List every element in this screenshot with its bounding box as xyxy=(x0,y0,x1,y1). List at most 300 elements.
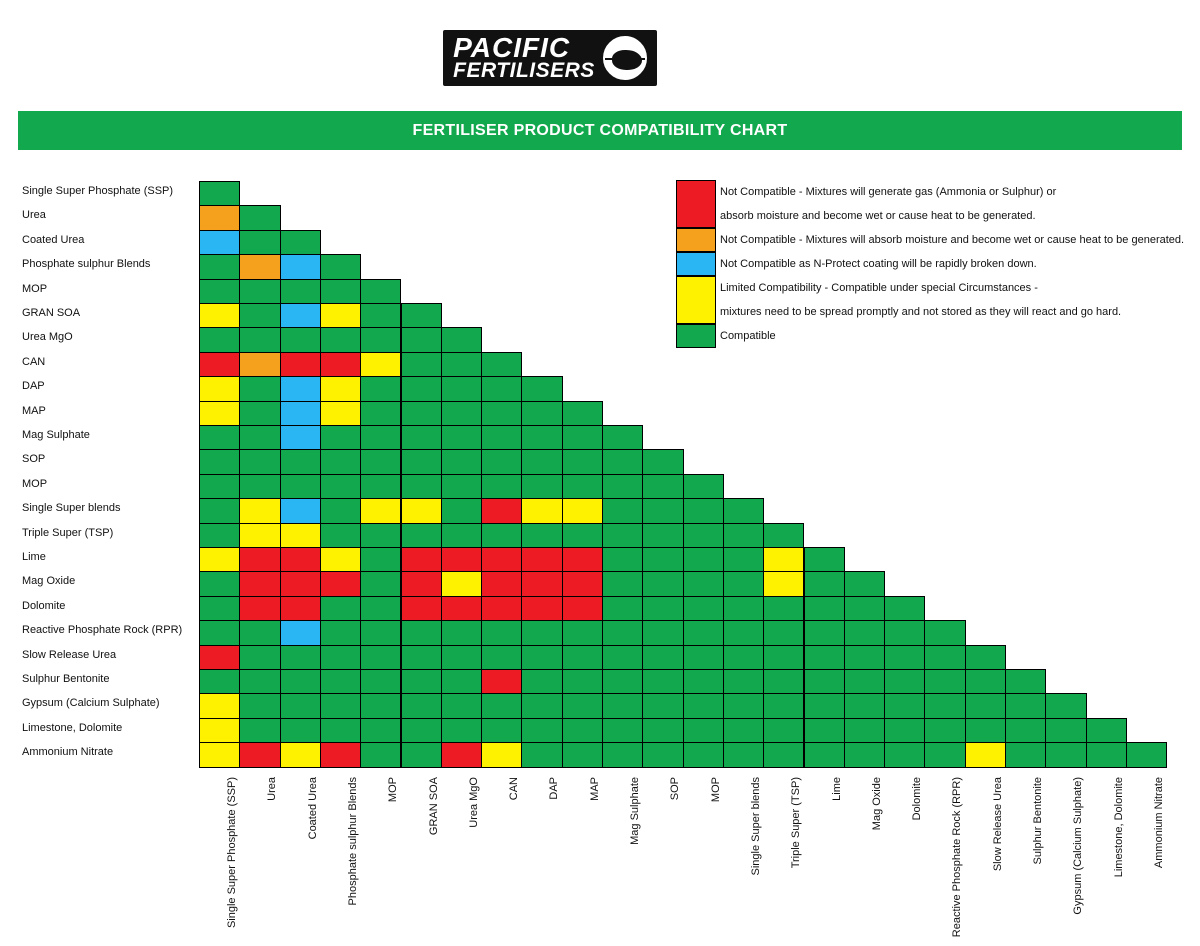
legend-label: Not Compatible - Mixtures will absorb moisture and become wet or cause heat to be generated. xyxy=(720,234,1185,246)
matrix-cell xyxy=(521,620,562,645)
matrix-cell xyxy=(804,571,845,596)
matrix-cell xyxy=(441,327,482,352)
matrix-cell xyxy=(642,718,683,743)
matrix-cell xyxy=(401,620,442,645)
logo-text xyxy=(453,31,595,82)
matrix-cell xyxy=(239,376,280,401)
matrix-cell xyxy=(401,523,442,548)
matrix-cell xyxy=(481,474,522,499)
matrix-cell xyxy=(481,718,522,743)
matrix-cell xyxy=(280,718,321,743)
matrix-cell xyxy=(602,523,643,548)
matrix-cell xyxy=(320,596,361,621)
column-label: Slow Release Urea xyxy=(991,776,1004,871)
matrix-cell xyxy=(360,279,401,304)
matrix-cell xyxy=(1045,718,1086,743)
matrix-cell xyxy=(441,669,482,694)
matrix-cell xyxy=(965,693,1006,718)
matrix-cell xyxy=(924,620,965,645)
matrix-cell xyxy=(239,254,280,279)
matrix-cell xyxy=(320,327,361,352)
matrix-cell xyxy=(602,620,643,645)
matrix-cell xyxy=(1045,693,1086,718)
matrix-cell xyxy=(199,742,240,767)
matrix-cell xyxy=(360,474,401,499)
matrix-cell xyxy=(481,498,522,523)
matrix-cell xyxy=(723,498,764,523)
legend xyxy=(676,180,1185,348)
matrix-cell xyxy=(521,547,562,572)
matrix-cell xyxy=(199,693,240,718)
matrix-cell xyxy=(602,742,643,767)
matrix-cell xyxy=(441,596,482,621)
matrix-cell xyxy=(723,742,764,767)
matrix-cell xyxy=(320,449,361,474)
matrix-cell xyxy=(239,669,280,694)
matrix-cell xyxy=(844,669,885,694)
matrix-cell xyxy=(763,571,804,596)
column-label: MAP xyxy=(588,776,601,801)
matrix-cell xyxy=(683,620,724,645)
column-label: Ammonium Nitrate xyxy=(1152,776,1165,868)
legend-label: Not Compatible - Mixtures will generate gas (Ammonia or Sulphur) or xyxy=(720,186,1057,198)
matrix-cell xyxy=(401,474,442,499)
matrix-cell xyxy=(723,669,764,694)
matrix-cell xyxy=(804,718,845,743)
row-label: Single Super blends xyxy=(22,502,121,515)
logo-line-pacific: PACIFIC xyxy=(453,31,571,63)
matrix-cell xyxy=(1126,742,1167,767)
matrix-cell xyxy=(441,474,482,499)
matrix-cell xyxy=(401,401,442,426)
matrix-cell xyxy=(723,596,764,621)
matrix-cell xyxy=(360,669,401,694)
matrix-cell xyxy=(239,596,280,621)
matrix-cell xyxy=(1086,742,1127,767)
matrix-cell xyxy=(199,352,240,377)
matrix-cell xyxy=(320,401,361,426)
matrix-cell xyxy=(280,596,321,621)
matrix-cell xyxy=(401,547,442,572)
logo-line-fertilisers: FERTILISERS xyxy=(453,58,595,82)
matrix-cell xyxy=(924,693,965,718)
matrix-cell xyxy=(884,718,925,743)
matrix-cell xyxy=(642,596,683,621)
matrix-cell xyxy=(804,669,845,694)
matrix-cell xyxy=(320,669,361,694)
matrix-cell xyxy=(521,449,562,474)
matrix-cell xyxy=(320,474,361,499)
matrix-cell xyxy=(199,474,240,499)
matrix-cell xyxy=(521,742,562,767)
row-label: Dolomite xyxy=(22,599,66,612)
matrix-cell xyxy=(924,645,965,670)
legend-row xyxy=(676,228,1185,252)
matrix-cell xyxy=(521,571,562,596)
matrix-cell xyxy=(199,401,240,426)
row-label: CAN xyxy=(22,355,46,368)
matrix-cell xyxy=(320,254,361,279)
legend-label-continued: mixtures need to be spread promptly and not stored as they will react and go hard. xyxy=(720,306,1122,318)
matrix-cell xyxy=(723,620,764,645)
matrix-cell xyxy=(441,547,482,572)
column-label: GRAN SOA xyxy=(427,776,440,835)
matrix-cell xyxy=(521,474,562,499)
column-label: Mag Oxide xyxy=(870,776,883,830)
matrix-cell xyxy=(239,327,280,352)
matrix-cell xyxy=(199,449,240,474)
matrix-cell xyxy=(320,376,361,401)
matrix-cell xyxy=(441,620,482,645)
column-label: Reactive Phosphate Rock (RPR) xyxy=(951,776,964,937)
matrix-cell xyxy=(602,693,643,718)
matrix-cell xyxy=(481,547,522,572)
matrix-cell xyxy=(602,596,643,621)
matrix-cell xyxy=(521,401,562,426)
row-label: Single Super Phosphate (SSP) xyxy=(22,185,174,197)
row-label: Urea MgO xyxy=(22,331,73,344)
matrix-cell xyxy=(562,596,603,621)
matrix-cell xyxy=(884,693,925,718)
matrix-cell xyxy=(723,523,764,548)
matrix-cell xyxy=(602,449,643,474)
matrix-cell xyxy=(642,571,683,596)
matrix-cell xyxy=(481,620,522,645)
matrix-cell xyxy=(481,693,522,718)
matrix-cell xyxy=(562,718,603,743)
matrix-cell xyxy=(642,449,683,474)
matrix-cell xyxy=(1005,693,1046,718)
matrix-cell xyxy=(239,230,280,255)
column-label: Lime xyxy=(830,776,843,801)
column-label: Urea xyxy=(266,776,279,801)
matrix-cell xyxy=(401,352,442,377)
matrix-cell xyxy=(924,669,965,694)
logo-box xyxy=(443,30,657,86)
matrix-cell xyxy=(280,279,321,304)
column-label: CAN xyxy=(508,776,521,800)
legend-row xyxy=(676,324,1176,348)
matrix-cell xyxy=(441,693,482,718)
matrix-cell xyxy=(1005,718,1046,743)
matrix-cell xyxy=(683,571,724,596)
column-label: Sulphur Bentonite xyxy=(1032,776,1044,865)
matrix-cell xyxy=(199,303,240,328)
matrix-cell xyxy=(683,693,724,718)
matrix-cell xyxy=(1005,669,1046,694)
column-label: DAP xyxy=(548,776,561,800)
matrix-cell xyxy=(239,303,280,328)
matrix-cell xyxy=(199,279,240,304)
matrix-cell xyxy=(280,645,321,670)
matrix-cell xyxy=(441,718,482,743)
matrix-cell xyxy=(239,693,280,718)
row-label: Gypsum (Calcium Sulphate) xyxy=(22,697,160,710)
matrix-cell xyxy=(280,303,321,328)
column-label: Dolomite xyxy=(911,776,924,820)
matrix-cell xyxy=(481,571,522,596)
matrix-cell xyxy=(239,474,280,499)
matrix-cell xyxy=(199,596,240,621)
matrix-cell xyxy=(642,523,683,548)
matrix-cell xyxy=(239,547,280,572)
matrix-cell xyxy=(844,718,885,743)
matrix-cell xyxy=(199,181,240,206)
matrix-cell xyxy=(683,669,724,694)
matrix-cell xyxy=(320,523,361,548)
matrix-cell xyxy=(642,645,683,670)
matrix-cell xyxy=(844,645,885,670)
legend-label: Not Compatible as N-Protect coating will be rapidly broken down. xyxy=(720,258,1037,270)
matrix-cell xyxy=(360,571,401,596)
matrix-cell xyxy=(602,498,643,523)
matrix-cell xyxy=(320,718,361,743)
matrix-cell xyxy=(723,571,764,596)
matrix-cell xyxy=(199,620,240,645)
matrix-cell xyxy=(804,547,845,572)
matrix-cell xyxy=(965,718,1006,743)
matrix-cell xyxy=(844,596,885,621)
matrix-cell xyxy=(562,547,603,572)
matrix-cell xyxy=(562,498,603,523)
matrix-cell xyxy=(763,718,804,743)
legend-swatch xyxy=(676,276,716,324)
matrix-cell xyxy=(320,742,361,767)
column-label: MOP xyxy=(709,776,722,802)
matrix-cell xyxy=(481,376,522,401)
matrix-cell xyxy=(360,425,401,450)
matrix-cell xyxy=(441,425,482,450)
matrix-cell xyxy=(401,327,442,352)
matrix-cell xyxy=(683,718,724,743)
matrix-cell xyxy=(360,620,401,645)
matrix-cell xyxy=(602,547,643,572)
matrix-cell xyxy=(199,547,240,572)
matrix-cell xyxy=(320,303,361,328)
matrix-cell xyxy=(642,620,683,645)
matrix-cell xyxy=(602,571,643,596)
matrix-cell xyxy=(521,425,562,450)
matrix-cell xyxy=(683,523,724,548)
matrix-cell xyxy=(239,449,280,474)
matrix-cell xyxy=(642,669,683,694)
matrix-cell xyxy=(320,645,361,670)
matrix-cell xyxy=(239,523,280,548)
column-label: Limestone, Dolomite xyxy=(1112,776,1125,877)
matrix-cell xyxy=(965,669,1006,694)
matrix-cell xyxy=(562,693,603,718)
legend-row xyxy=(676,252,1176,276)
row-label: SOP xyxy=(22,453,46,466)
matrix-cell xyxy=(239,205,280,230)
row-label: MAP xyxy=(22,404,46,417)
matrix-cell xyxy=(280,523,321,548)
column-label: Single Super blends xyxy=(749,776,762,876)
matrix-cell xyxy=(199,571,240,596)
row-label: GRAN SOA xyxy=(22,307,81,319)
matrix-cell xyxy=(199,327,240,352)
matrix-cell xyxy=(401,596,442,621)
matrix-cell xyxy=(360,693,401,718)
matrix-cell xyxy=(280,376,321,401)
matrix-cell xyxy=(199,669,240,694)
matrix-cell xyxy=(481,669,522,694)
matrix-cell xyxy=(562,474,603,499)
matrix-cell xyxy=(1005,742,1046,767)
column-label: Single Super Phosphate (SSP) xyxy=(226,776,238,928)
matrix-cell xyxy=(320,571,361,596)
matrix-cell xyxy=(441,571,482,596)
matrix-cell xyxy=(401,425,442,450)
matrix-cell xyxy=(199,718,240,743)
matrix-cell xyxy=(683,645,724,670)
matrix-cell xyxy=(199,254,240,279)
matrix-cell xyxy=(763,547,804,572)
pacific-fertilisers-logo xyxy=(430,28,670,88)
matrix-cell xyxy=(280,401,321,426)
matrix-cell xyxy=(360,327,401,352)
matrix-cell xyxy=(562,645,603,670)
matrix-cell xyxy=(642,474,683,499)
matrix-cell xyxy=(481,523,522,548)
matrix-cell xyxy=(521,523,562,548)
matrix-cell xyxy=(763,742,804,767)
matrix-cell xyxy=(481,401,522,426)
matrix-cell xyxy=(360,523,401,548)
matrix-cell xyxy=(239,401,280,426)
matrix-cell xyxy=(521,498,562,523)
matrix-cell xyxy=(401,498,442,523)
matrix-cell xyxy=(562,620,603,645)
row-label: Triple Super (TSP) xyxy=(22,526,114,539)
page-title-text: FERTILISER PRODUCT COMPATIBILITY CHART xyxy=(412,121,788,139)
matrix-cell xyxy=(239,352,280,377)
matrix-cell xyxy=(521,718,562,743)
matrix-cell xyxy=(199,425,240,450)
row-label: Limestone, Dolomite xyxy=(22,721,123,734)
matrix-cell xyxy=(481,352,522,377)
matrix-cell xyxy=(360,596,401,621)
matrix-cell xyxy=(562,571,603,596)
matrix-cell xyxy=(360,645,401,670)
matrix-cell xyxy=(1086,718,1127,743)
matrix-cell xyxy=(844,620,885,645)
matrix-cell xyxy=(763,523,804,548)
matrix-cell xyxy=(320,279,361,304)
matrix-cell xyxy=(239,718,280,743)
matrix-cell xyxy=(199,645,240,670)
matrix-cell xyxy=(723,645,764,670)
matrix-cell xyxy=(360,376,401,401)
matrix-cell xyxy=(884,742,925,767)
matrix-cell xyxy=(844,742,885,767)
matrix-cell xyxy=(441,352,482,377)
matrix-cell xyxy=(401,718,442,743)
legend-swatch xyxy=(676,228,716,252)
matrix-cell xyxy=(401,742,442,767)
column-label: SOP xyxy=(669,776,682,800)
matrix-cell xyxy=(280,254,321,279)
matrix-cell xyxy=(602,718,643,743)
matrix-cell xyxy=(763,596,804,621)
legend-swatch xyxy=(676,180,716,228)
row-label: Slow Release Urea xyxy=(22,648,117,661)
matrix-cell xyxy=(401,693,442,718)
matrix-cell xyxy=(683,498,724,523)
matrix-cell xyxy=(924,742,965,767)
row-label: Phosphate sulphur Blends xyxy=(22,258,151,271)
column-label: MOP xyxy=(387,776,400,802)
matrix-cell xyxy=(360,547,401,572)
matrix-cell xyxy=(481,645,522,670)
matrix-cell xyxy=(521,645,562,670)
row-label: Lime xyxy=(22,551,46,563)
matrix-cell xyxy=(239,571,280,596)
matrix-cell xyxy=(441,449,482,474)
matrix-cell xyxy=(642,498,683,523)
matrix-cell xyxy=(320,425,361,450)
matrix-cell xyxy=(642,742,683,767)
matrix-cell xyxy=(481,596,522,621)
legend-row xyxy=(676,276,1176,324)
matrix-cell xyxy=(280,571,321,596)
matrix-cell xyxy=(199,523,240,548)
matrix-cell xyxy=(199,498,240,523)
matrix-cell xyxy=(844,693,885,718)
legend-row xyxy=(676,180,1176,228)
matrix-cell xyxy=(763,669,804,694)
matrix-cell xyxy=(280,742,321,767)
matrix-cell xyxy=(280,449,321,474)
matrix-cell xyxy=(562,401,603,426)
matrix-cell xyxy=(280,425,321,450)
matrix-cell xyxy=(723,718,764,743)
matrix-cell xyxy=(239,498,280,523)
matrix-cell xyxy=(441,376,482,401)
matrix-cell xyxy=(481,449,522,474)
column-label: Gypsum (Calcium Sulphate) xyxy=(1072,776,1085,915)
matrix-cell xyxy=(239,620,280,645)
matrix-cell xyxy=(360,498,401,523)
matrix-cell xyxy=(804,693,845,718)
column-label: Coated Urea xyxy=(306,776,319,839)
matrix-cell xyxy=(320,547,361,572)
matrix-cell xyxy=(602,474,643,499)
matrix-cell xyxy=(642,693,683,718)
matrix-cell xyxy=(965,742,1006,767)
matrix-cell xyxy=(683,596,724,621)
matrix-cell xyxy=(924,718,965,743)
row-label: Coated Urea xyxy=(22,233,85,246)
matrix-cell xyxy=(844,571,885,596)
matrix-cell xyxy=(562,669,603,694)
column-label: Phosphate sulphur Blends xyxy=(346,776,359,906)
matrix-cell xyxy=(280,620,321,645)
matrix-cell xyxy=(441,401,482,426)
matrix-cell xyxy=(481,425,522,450)
globe-icon xyxy=(603,36,647,80)
matrix-cell xyxy=(562,742,603,767)
matrix-cell xyxy=(360,303,401,328)
page-title xyxy=(18,111,1182,150)
legend-label-continued: absorb moisture and become wet or cause heat to be generated. xyxy=(720,210,1036,222)
matrix-cell xyxy=(360,718,401,743)
matrix-cell xyxy=(280,327,321,352)
matrix-cell xyxy=(401,376,442,401)
legend-label: Limited Compatibility - Compatible under special Circumstances - xyxy=(720,282,1038,294)
matrix-cell xyxy=(360,401,401,426)
matrix-cell xyxy=(441,498,482,523)
